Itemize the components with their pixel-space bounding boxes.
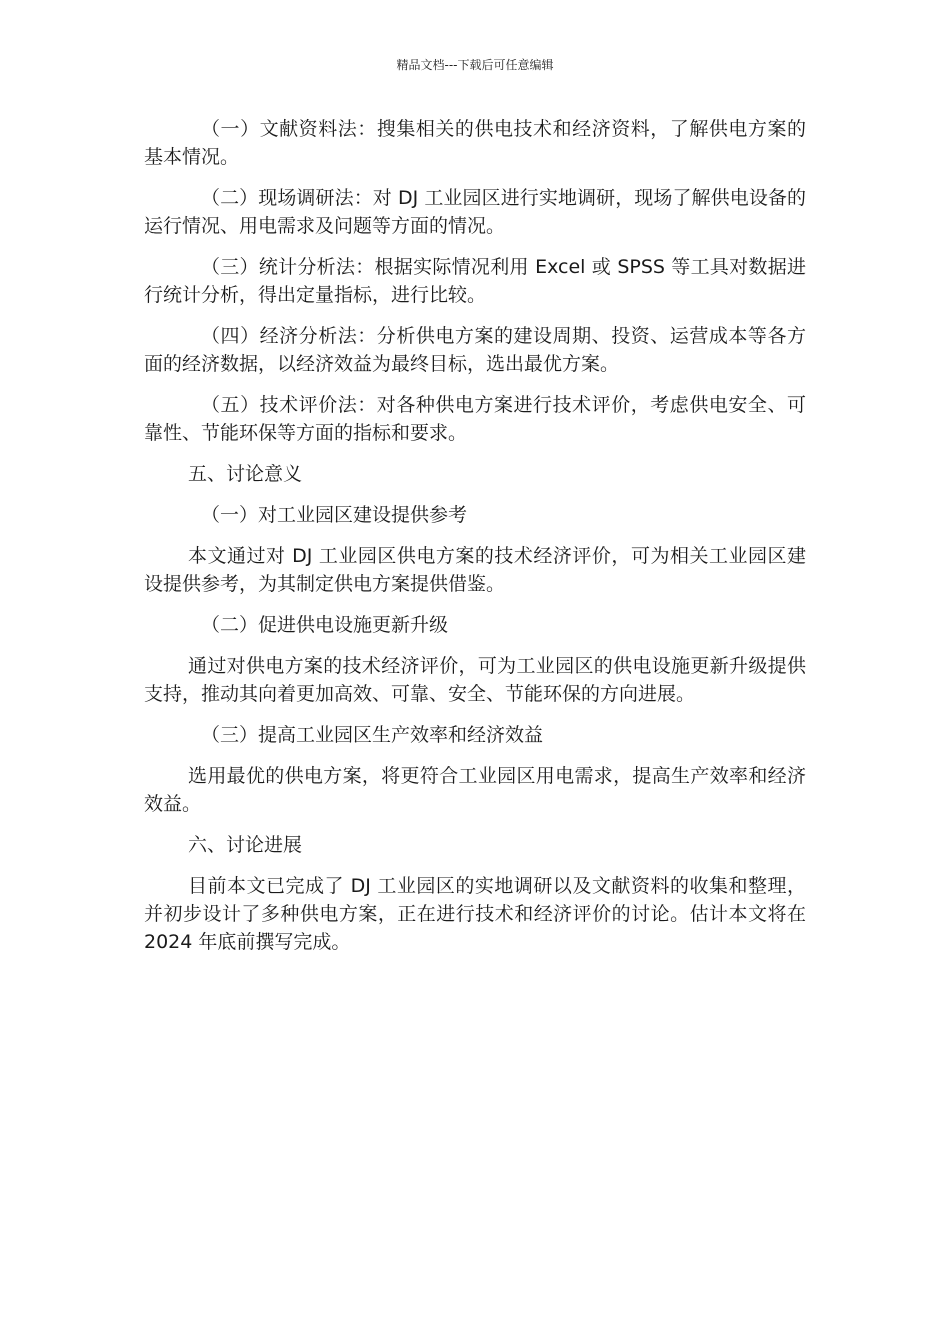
paragraph-efficiency: 选用最优的供电方案，将更符合工业园区用电需求，提高生产效率和经济效益。 — [144, 765, 806, 815]
method-technical-evaluation: （五）技术评价法：对各种供电方案进行技术评价，考虑供电安全、可靠性、节能环保等方面的指标和要求。 — [144, 394, 806, 444]
subheading-reference: （一）对工业园区建设提供参考 — [201, 504, 468, 526]
section-heading-progress: 六、讨论进展 — [188, 834, 303, 856]
method-statistical-analysis: （三）统计分析法：根据实际情况利用 Excel 或 SPSS 等工具对数据进行统计分析，得出定量指标，进行比较。 — [144, 256, 806, 306]
paragraph-reference: 本文通过对 DJ 工业园区供电方案的技术经济评价，可为相关工业园区建设提供参考，为其制定供电方案提供借鉴。 — [144, 545, 806, 595]
subheading-upgrade: （二）促进供电设施更新升级 — [201, 614, 449, 636]
section-heading-significance: 五、讨论意义 — [188, 463, 303, 485]
method-field-survey: （二）现场调研法：对 DJ 工业园区进行实地调研，现场了解供电设备的运行情况、用电需求及问题等方面的情况。 — [144, 187, 806, 237]
paragraph-progress: 目前本文已完成了 DJ 工业园区的实地调研以及文献资料的收集和整理，并初步设计了多种供电方案，正在进行技术和经济评价的讨论。估计本文将在 2024 年底前撰写完成。 — [144, 875, 806, 953]
page-header: 精品文档---下载后可任意编辑 — [396, 58, 554, 72]
subheading-efficiency: （三）提高工业园区生产效率和经济效益 — [201, 724, 544, 746]
paragraph-upgrade: 通过对供电方案的技术经济评价，可为工业园区的供电设施更新升级提供支持，推动其向着更加高效、可靠、安全、节能环保的方向进展。 — [144, 655, 806, 705]
method-literature: （一）文献资料法：搜集相关的供电技术和经济资料，了解供电方案的基本情况。 — [144, 118, 806, 168]
document-body — [144, 115, 806, 969]
method-economic-analysis: （四）经济分析法：分析供电方案的建设周期、投资、运营成本等各方面的经济数据，以经济效益为最终目标，选出最优方案。 — [144, 325, 806, 375]
